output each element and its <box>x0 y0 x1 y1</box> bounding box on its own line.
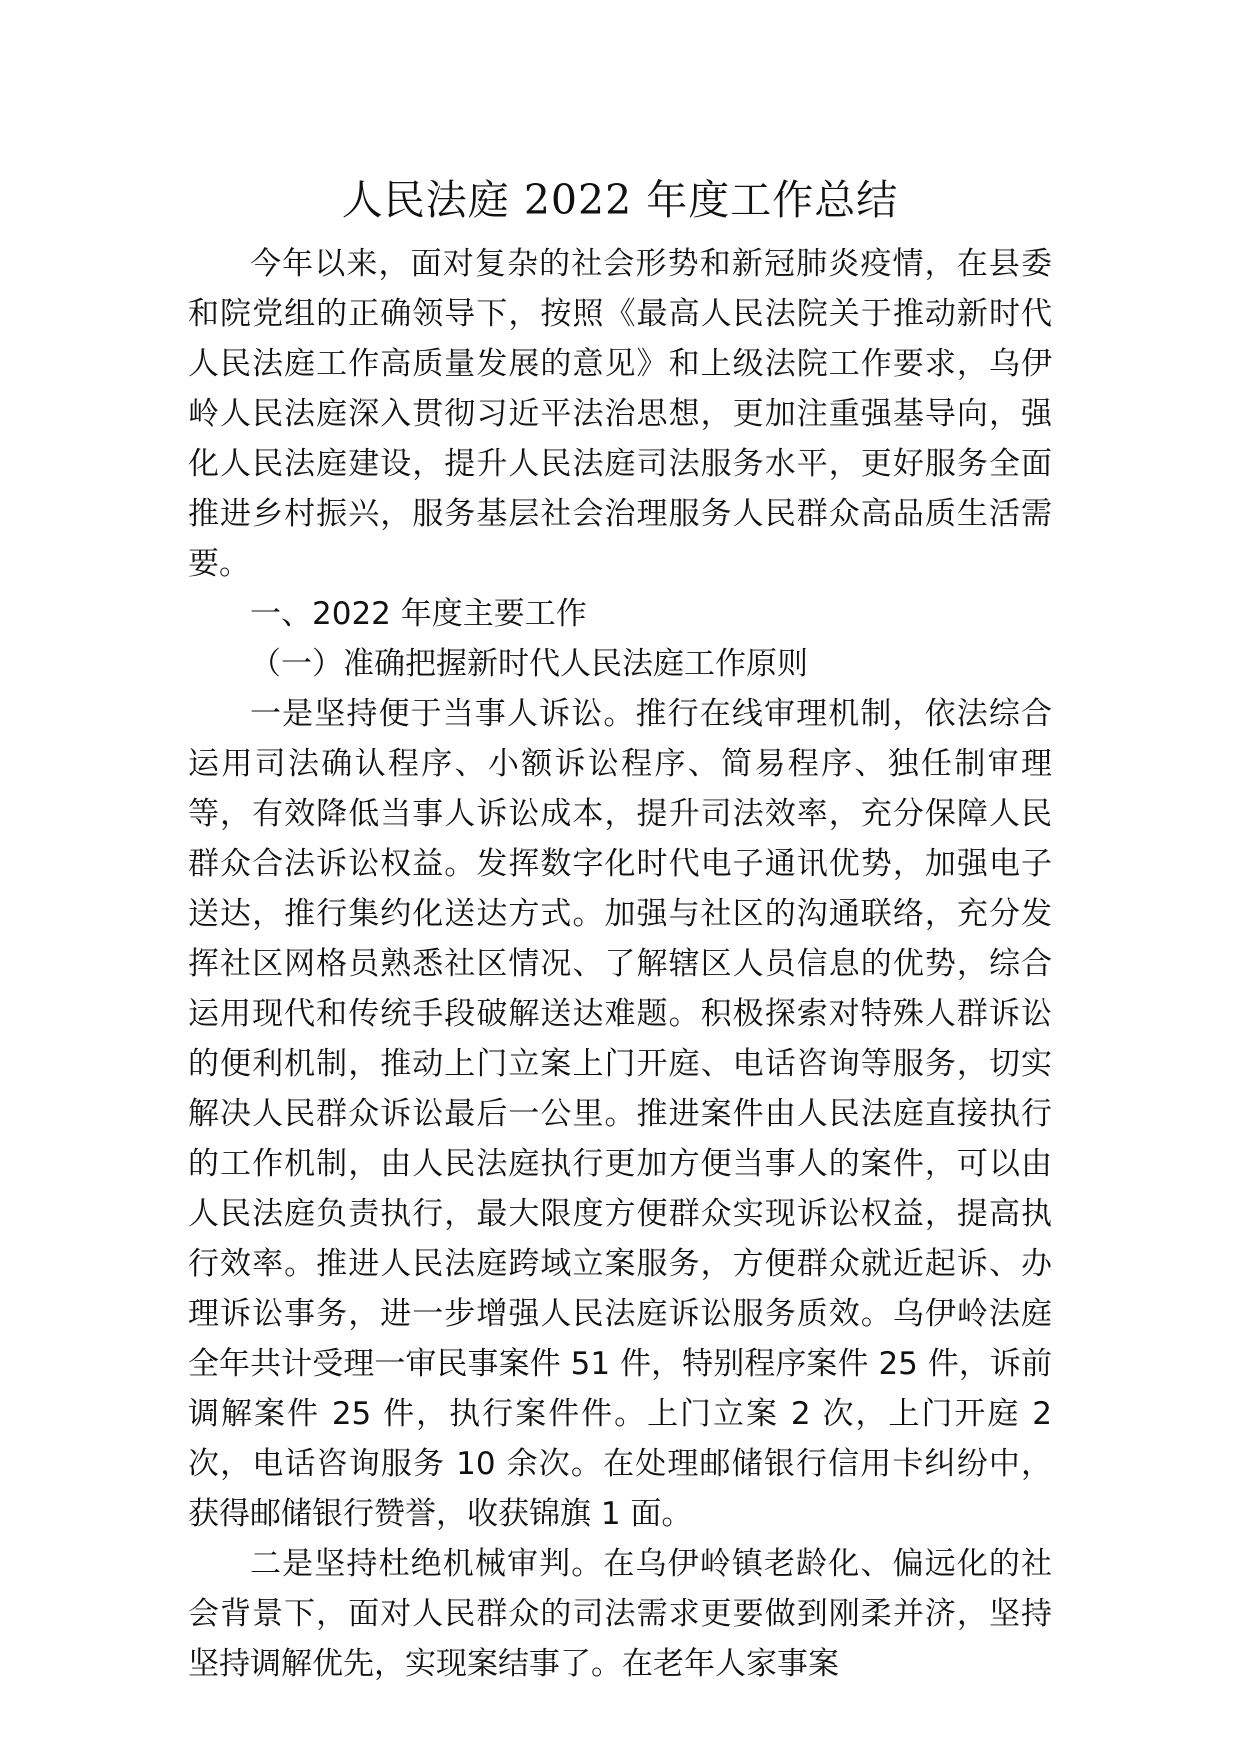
document-title: 人民法庭 2022 年度工作总结 <box>341 176 899 224</box>
section-heading: 一、2022 年度主要工作 <box>250 596 587 632</box>
paragraph-point-one: 一是坚持便于当事人诉讼。推行在线审理机制，依法综合运用司法确认程序、小额诉讼程序、简易程序、独任制审理等，有效降低当事人诉讼成本，提升司法效率，充分保障人民群众合法诉讼权益。发挥数字化时代电子通讯优势，加强电子送达，推行集约化送达方式。加强与社区的沟通联络，充分发挥社区网格员熟悉社区情况、了解辖区人员信息的优势，综合运用现代和传统手段破解送达难题。积极探索对特殊人群诉讼的便利机制，推动上门立案上门开庭、电话咨询等服务，切实解决人民群众诉讼最后一公里。推进案件由人民法庭直接执行的工作机制，由人民法庭执行更加方便当事人的案件，可以由人民法庭负责执行，最大限度方便群众实现诉讼权益，提高执行效率。推进人民法庭跨域立案服务，方便群众就近起诉、办理诉讼事务，进一步增强人民法庭诉讼服务质效。乌伊岭法庭全年共计受理一审民事案件 51 件，特别程序案件 25 件，诉前调解案件 25 件，执行案件件。上门立案 2 次，上门开庭 2 次，电话咨询服务 10 余次。在处理邮储银行信用卡纠纷中，获得邮储银行赞誉，收获锦旗 1 面。 <box>188 696 1052 1532</box>
subsection-heading: （一）准确把握新时代人民法庭工作原则 <box>250 646 808 682</box>
document-body <box>188 239 1052 1689</box>
paragraph-intro: 今年以来，面对复杂的社会形势和新冠肺炎疫情，在县委和院党组的正确领导下，按照《最高人民法院关于推动新时代人民法庭工作高质量发展的意见》和上级法院工作要求，乌伊岭人民法庭深入贯彻习近平法治思想，更加注重强基导向，强化人民法庭建设，提升人民法庭司法服务水平，更好服务全面推进乡村振兴，服务基层社会治理服务人民群众高品质生活需要。 <box>188 246 1052 582</box>
paragraph-point-two: 二是坚持杜绝机械审判。在乌伊岭镇老龄化、偏远化的社会背景下，面对人民群众的司法需求更要做到刚柔并济，坚持坚持调解优先，实现案结事了。在老年人家事案 <box>188 1546 1052 1682</box>
